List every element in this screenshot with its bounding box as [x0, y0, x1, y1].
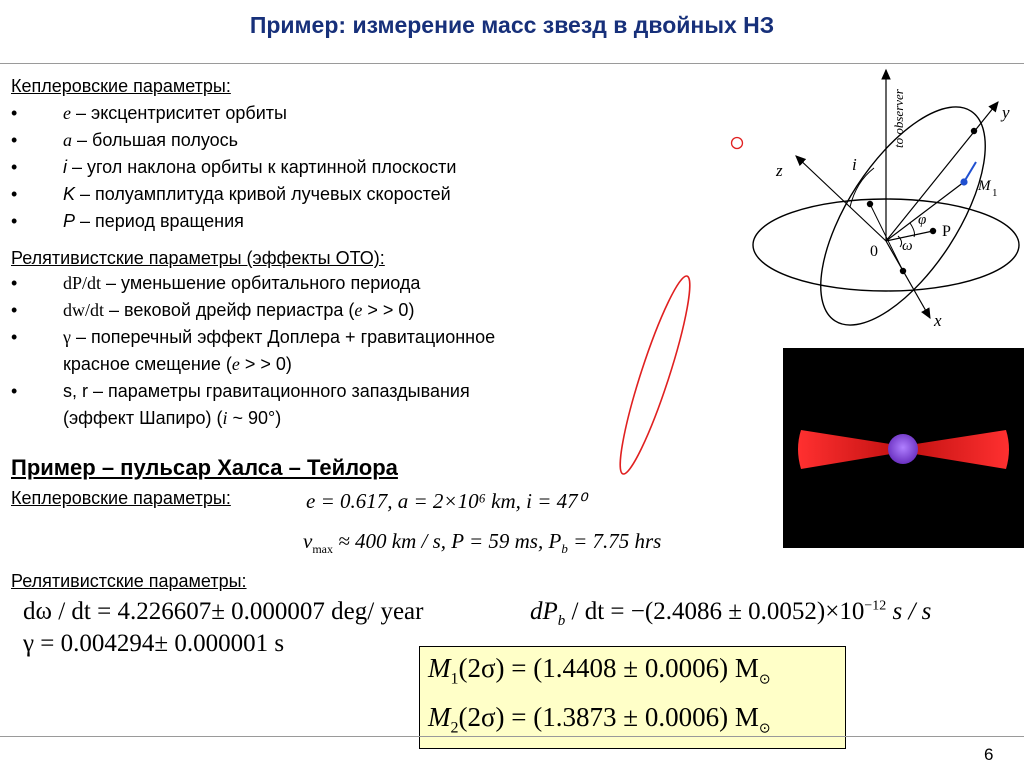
periastron-drift-equation: dω / dt = 4.226607± 0.000007 deg/ year	[23, 598, 424, 625]
relativistic-list	[11, 273, 621, 435]
pulsar-relativistic-heading: Релятивистские параметры:	[11, 571, 247, 591]
orbit-point-marker	[729, 135, 745, 151]
mass-m2-equation: $M_2(2\sigma) = (1.3873 \pm 0.0006)$ $M_⊙$	[428, 702, 771, 737]
kepler-item-p: • P – период вращения	[11, 211, 244, 231]
origin-label: 0	[870, 243, 878, 260]
phi-label: φ	[918, 212, 927, 228]
inclination-label: i	[852, 155, 857, 174]
kepler-item-i: • i – угол наклона орбиты к картинной плоскости	[11, 157, 457, 177]
rel-item-shapiro: • s, r – параметры гравитационного запаздывания	[11, 381, 470, 401]
pulsar-kepler-heading: Кеплеровские параметры:	[11, 488, 231, 508]
mass-results-box	[419, 646, 846, 749]
periastron-label: P	[942, 223, 951, 240]
kepler-item-k: • K – полуамплитуда кривой лучевых скоростей	[11, 184, 451, 204]
m1-label: M	[978, 178, 991, 194]
pulsar-image	[783, 348, 1024, 548]
relativistic-heading: Релятивистские параметры (эффекты ОТО):	[11, 248, 385, 268]
mass-m1-equation: $M_1(2\sigma) = (1.4408 \pm 0.0006)$ $M_⊙$	[428, 653, 771, 688]
y-label: y	[1002, 103, 1010, 122]
period-decay-equation: $dP_b$ / dt = $-(2.4086 \pm 0.0052)\times 10^{-12}$ s / s	[530, 598, 932, 629]
neutron-star	[888, 434, 918, 464]
orbit-geometry-diagram	[748, 66, 1024, 338]
page-number: 6	[984, 745, 994, 764]
m1-sub-label: 1	[992, 187, 998, 199]
title-divider	[0, 63, 1024, 64]
pulsar-title: Пример – пульсар Халса – Тейлора	[11, 455, 398, 480]
rel-item-dpdt: • dP/dt – уменьшение орбитального периода	[11, 273, 421, 293]
slide-title: Пример: измерение масс звезд в двойных НЗ	[249, 12, 775, 38]
pulsar-kepler-line2: $v_{max} \approx 400$ km / s, P = 59 ms, $P_b = 7.75$ hrs	[303, 529, 662, 557]
omega-label: ω	[902, 238, 913, 254]
left-jet	[798, 430, 903, 469]
m1-star	[960, 178, 967, 185]
inclined-orbit-ellipse	[615, 265, 695, 485]
gamma-equation: γ = 0.004294± 0.000001 s	[23, 630, 285, 657]
sun-icon: ⊙	[758, 721, 771, 737]
kepler-heading: Кеплеровские параметры:	[11, 76, 231, 96]
z-label: z	[776, 161, 783, 180]
observer-label: to observer	[891, 89, 906, 148]
pulsar-kepler-line1: e = 0.617, a = 2×10⁶ km, i = 47⁰	[306, 489, 587, 513]
kepler-item-a: • a – большая полуось	[11, 130, 239, 150]
rel-item-shapiro-cont: (эффект Шапиро) (i ~ 90°)	[63, 408, 282, 428]
kepler-item-e: • e – эксцентриситет орбиты	[11, 103, 287, 123]
pulsar-jets-svg	[783, 348, 1024, 548]
rel-item-dwdt: • dw/dt – вековой дрейф периастра (e > > 0)	[11, 300, 415, 320]
x-label: x	[934, 311, 942, 330]
kepler-list	[11, 103, 611, 238]
right-jet	[903, 430, 1009, 469]
footer-divider	[0, 736, 1024, 737]
rel-item-gamma-cont: красное смещение (e > > 0)	[63, 354, 292, 374]
rel-item-gamma: • γ – поперечный эффект Доплера + гравитационное	[11, 327, 496, 347]
sun-icon: ⊙	[758, 672, 771, 688]
